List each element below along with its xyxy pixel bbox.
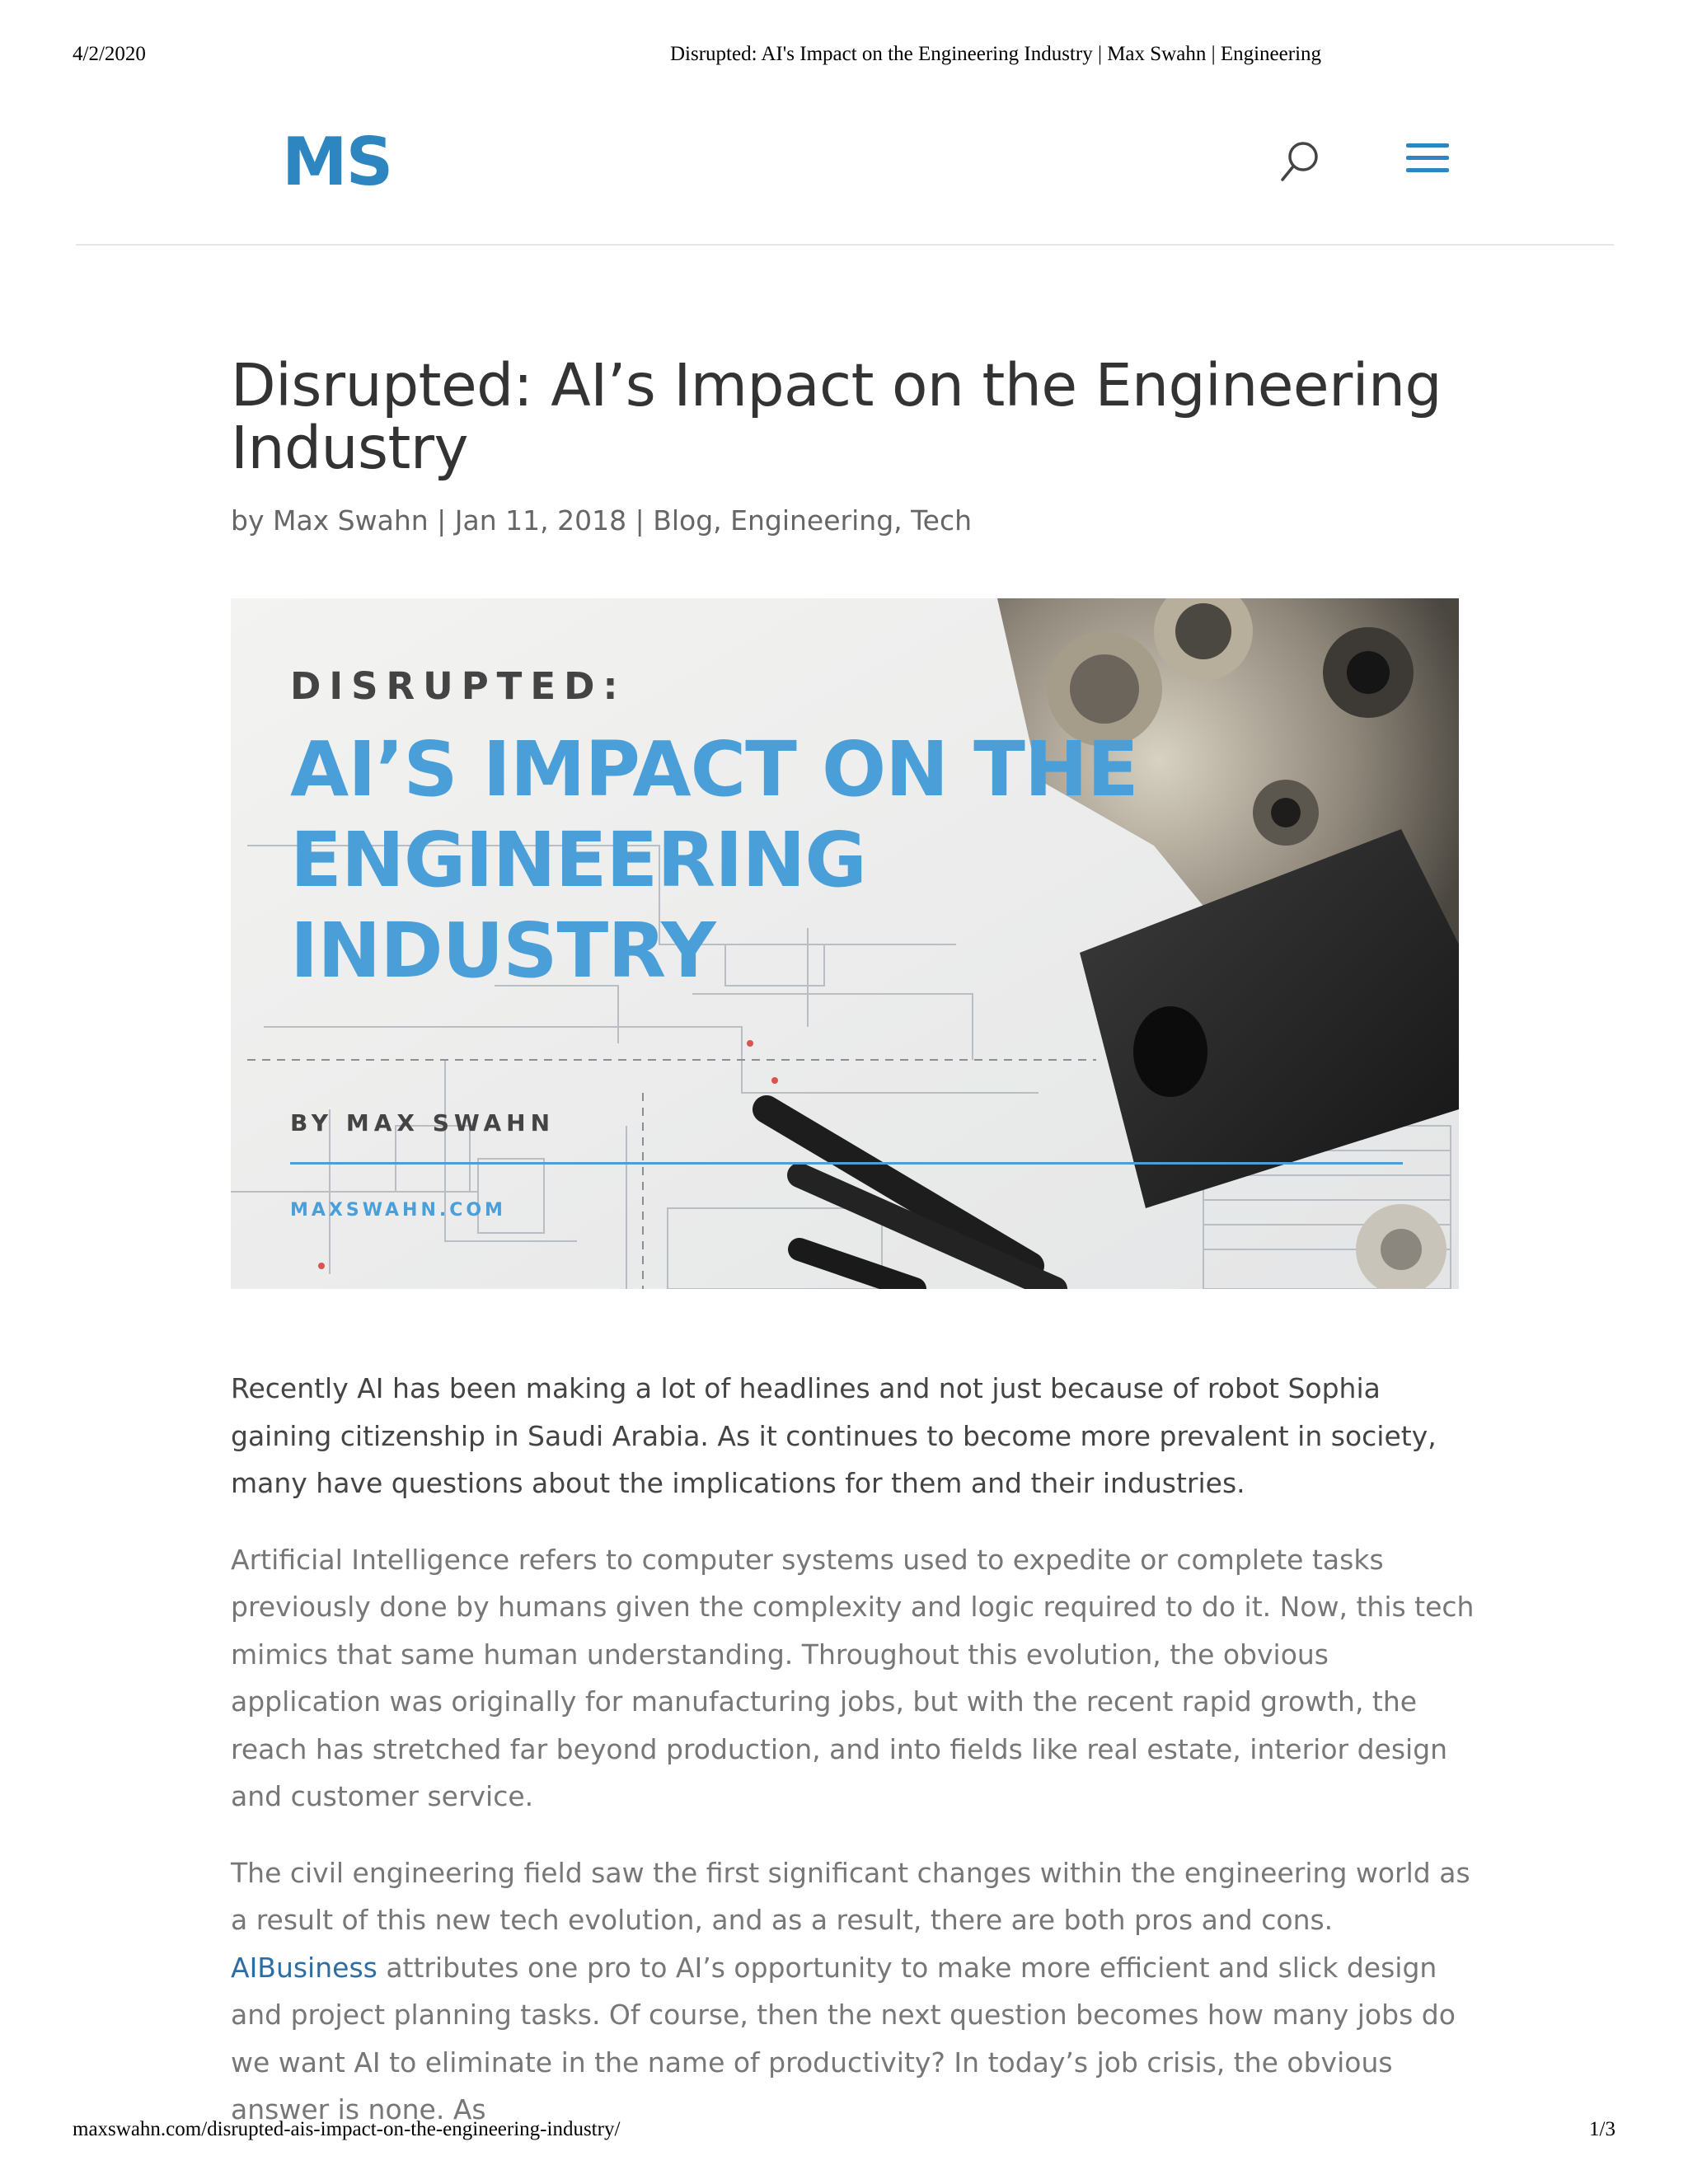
- aibusiness-link[interactable]: AIBusiness: [231, 1951, 377, 1984]
- meta-separator: |: [428, 504, 455, 537]
- category-link-tech[interactable]: Tech: [911, 504, 973, 537]
- hero-site: MAXSWAHN.COM: [290, 1200, 506, 1221]
- body-paragraph: Artificial Intelligence refers to computer systems used to expedite or complete tasks previously done by humans given the complexity and logic required to do it. Now, this tech mimics that same human understanding. Throughout this evolution, the obvious application was originally for manufacturing jobs, but with the recent rapid growth, the reach has stretched far beyond production, and into fields like real estate, interior design and customer service.: [231, 1543, 1475, 1812]
- category-link-engineering[interactable]: Engineering: [730, 504, 894, 537]
- hero-byline: BY MAX SWAHN: [290, 1109, 556, 1137]
- author-link[interactable]: Max Swahn: [272, 504, 429, 537]
- search-icon: [1276, 134, 1325, 191]
- hero-title-line: INDUSTRY: [290, 907, 715, 995]
- meta-comma: ,: [713, 504, 731, 537]
- print-url: maxswahn.com/disrupted-ais-impact-on-the-engineering-industry/: [73, 2118, 621, 2140]
- site-header: [76, 99, 1614, 246]
- hero-title: [290, 724, 1138, 996]
- hamburger-menu-icon: [1403, 138, 1452, 180]
- hero-title-line: AI’S IMPACT ON THE: [290, 725, 1138, 813]
- post-meta: [231, 504, 1459, 537]
- paragraph-text: attributes one pro to AI’s opportunity to make more efficient and slick design and project planning tasks. Of course, then the next question becomes how many jobs do we want AI to eliminate in the name of productivity? In today’s job crisis, the obvious answer is none. As: [231, 1951, 1456, 2125]
- meta-comma: ,: [893, 504, 912, 537]
- category-link-blog[interactable]: Blog: [653, 504, 714, 537]
- print-page-title: Disrupted: AI's Impact on the Engineering Industry | Max Swahn | Engineering: [669, 43, 1322, 65]
- menu-button[interactable]: [1403, 138, 1452, 180]
- print-header: [73, 43, 1615, 69]
- meta-by: by: [231, 504, 273, 537]
- body-paragraph: [231, 1849, 1484, 2134]
- print-footer: [73, 2118, 1615, 2144]
- print-page-number: 1/3: [1589, 2118, 1615, 2140]
- hero-image: [231, 598, 1459, 1289]
- hero-text: [290, 664, 1138, 996]
- meta-separator: |: [626, 504, 654, 537]
- lead-paragraph: Recently AI has been making a lot of headlines and not just because of robot Sophia gaining citizenship in Saudi Arabia. As it continues to become more prevalent in society, many have questions about the implications for them and their industries.: [231, 1372, 1437, 1499]
- article-body: [231, 1365, 1484, 2163]
- search-button[interactable]: [1276, 134, 1325, 191]
- post-title: Disrupted: AI’s Impact on the Engineering Industry: [231, 351, 1442, 482]
- print-date: 4/2/2020: [73, 43, 146, 65]
- paragraph-text: The civil engineering field saw the first significant changes within the engineering world as a result of this new tech evolution, and as a result, there are both pros and cons.: [231, 1856, 1470, 1936]
- hero-divider: [290, 1162, 1403, 1165]
- post-date: Jan 11, 2018: [454, 504, 627, 537]
- hero-title-line: ENGINEERING: [290, 816, 866, 904]
- hero-kicker: DISRUPTED:: [290, 664, 626, 708]
- site-logo[interactable]: MS: [282, 124, 392, 200]
- article-header: [231, 351, 1459, 537]
